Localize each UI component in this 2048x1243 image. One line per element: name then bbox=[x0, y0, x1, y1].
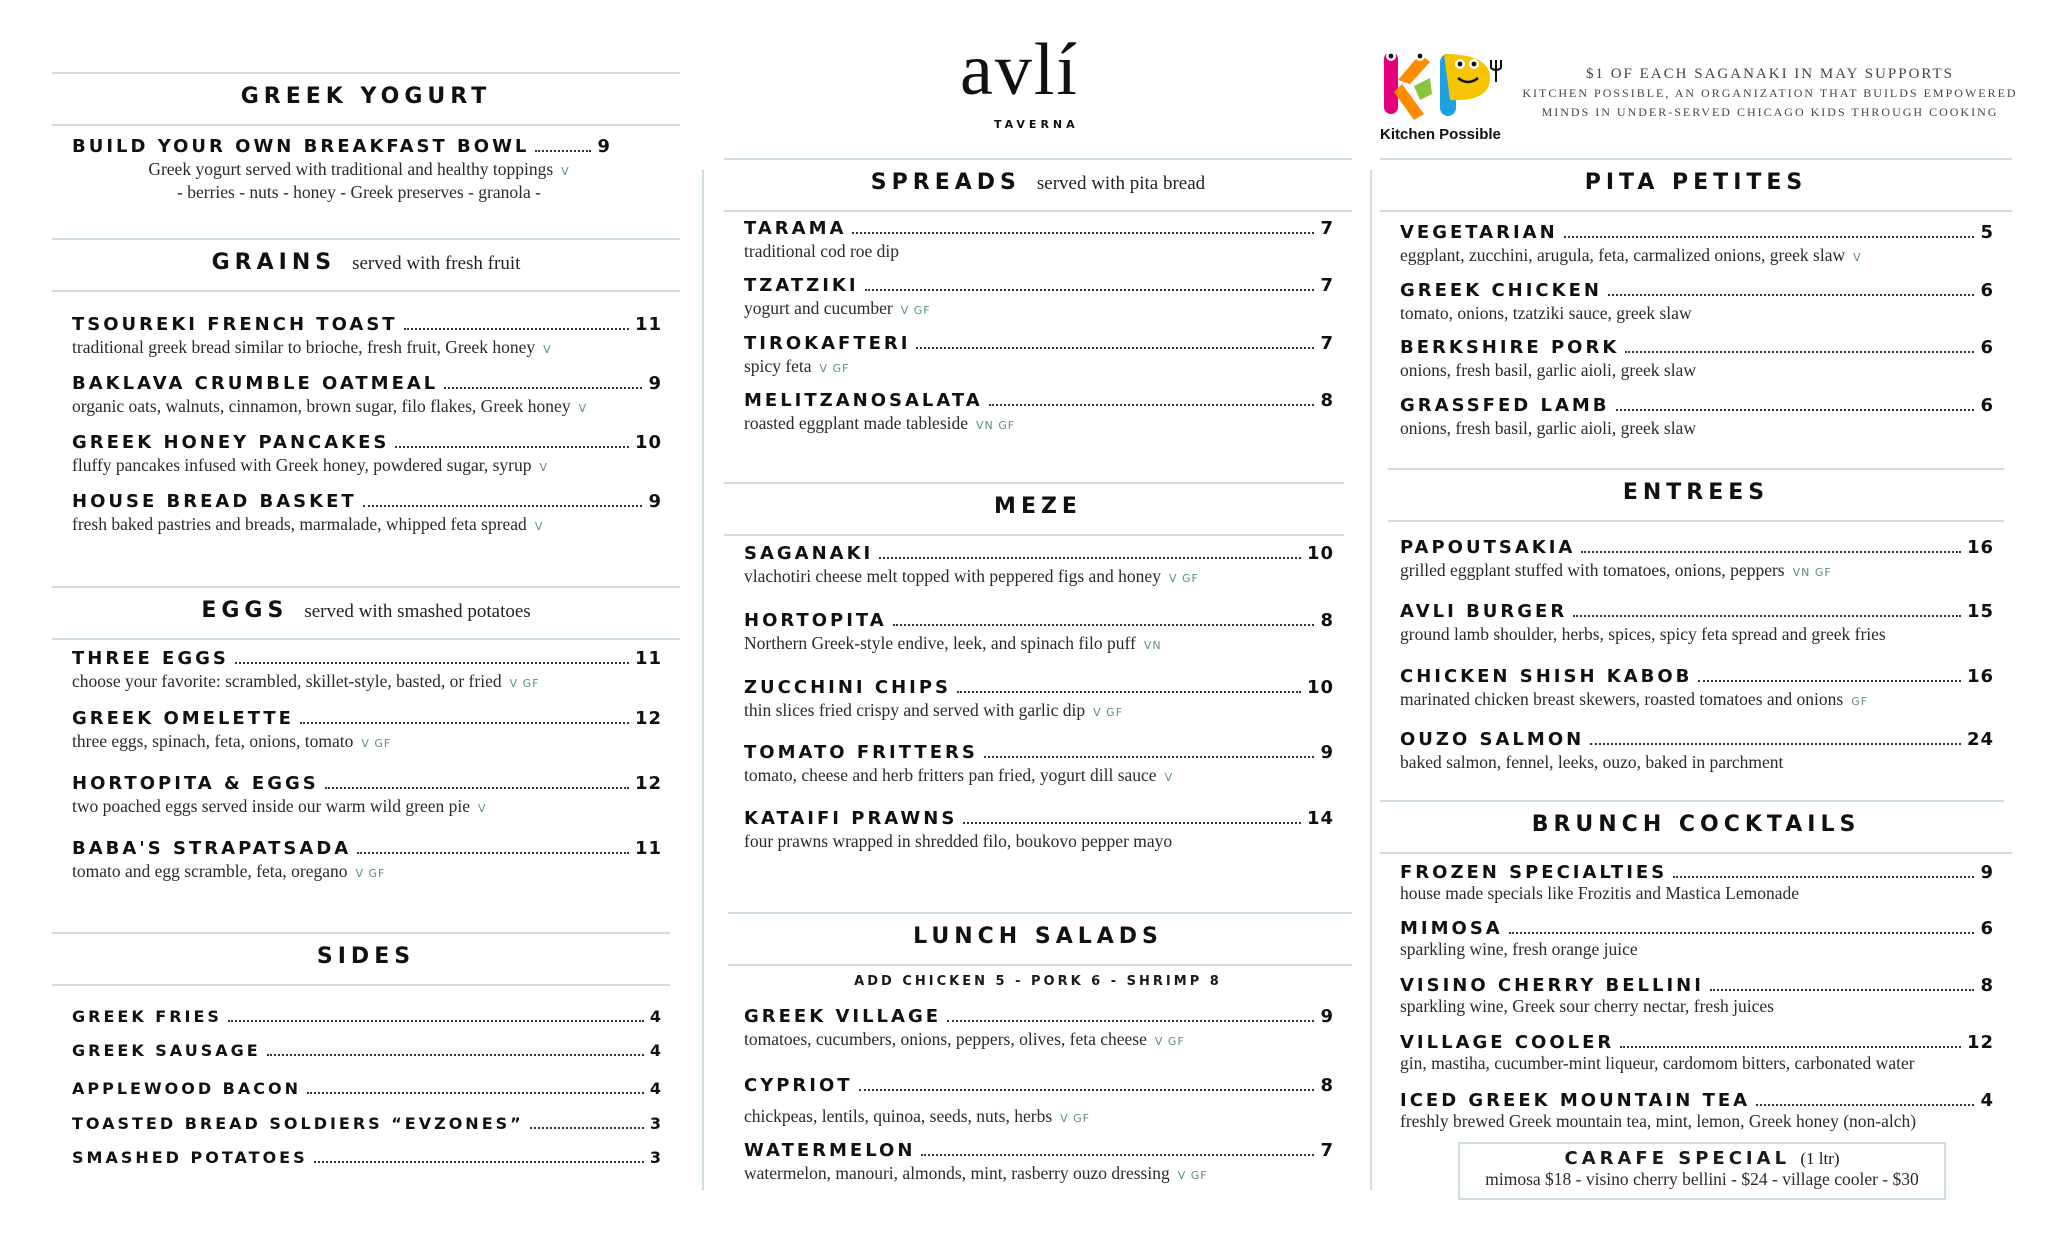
menu-item bbox=[72, 773, 662, 817]
item-price: 11 bbox=[634, 838, 662, 859]
menu-item bbox=[744, 742, 1334, 786]
item-description: organic oats, walnuts, cinnamon, brown sugar, filo flakes, Greek honey bbox=[72, 396, 571, 416]
item-name: VILLAGE COOLER bbox=[1400, 1032, 1615, 1053]
item-name: TOMATO FRITTERS bbox=[744, 742, 978, 763]
dietary-tag: VN GF bbox=[1792, 566, 1832, 579]
dietary-tag: V bbox=[1853, 251, 1862, 264]
kp-note-line-3: MINDS IN UNDER-SERVED CHICAGO KIDS THROUGH COOKING bbox=[1541, 105, 1999, 119]
section-title-sides bbox=[52, 944, 680, 969]
item-name: TARAMA bbox=[744, 218, 847, 239]
item-price: 4 bbox=[649, 1041, 662, 1060]
item-price: 8 bbox=[1980, 975, 1994, 996]
section-title-entrees bbox=[1380, 480, 2012, 505]
spreads-title: SPREADS bbox=[870, 170, 1021, 195]
menu-item bbox=[744, 390, 1334, 434]
item-name: BABA'S STRAPATSADA bbox=[72, 838, 352, 859]
menu-item bbox=[1400, 666, 1994, 710]
menu-item bbox=[72, 373, 662, 417]
section-title-lunch-salads bbox=[724, 924, 1352, 949]
item-price: 12 bbox=[634, 773, 662, 794]
item-description: onions, fresh basil, garlic aioli, greek slaw bbox=[1400, 360, 1696, 380]
menu-item bbox=[1400, 1090, 1994, 1132]
item-name: FROZEN SPECIALTIES bbox=[1400, 862, 1668, 883]
item-description: roasted eggplant made tableside bbox=[744, 413, 969, 433]
dietary-tag: V bbox=[478, 802, 487, 815]
item-price: 6 bbox=[1980, 337, 1994, 358]
dietary-tag: VN GF bbox=[976, 419, 1016, 432]
section-title-spreads bbox=[724, 170, 1352, 195]
section-title-greek-yogurt bbox=[52, 84, 680, 109]
item-description: ground lamb shoulder, herbs, spices, spicy feta spread and greek fries bbox=[1400, 624, 1886, 644]
item-name: GREEK CHICKEN bbox=[1400, 280, 1602, 301]
item-price: 11 bbox=[634, 314, 662, 335]
item-description: three eggs, spinach, feta, onions, tomato bbox=[72, 731, 354, 751]
lunch-salads-title: LUNCH SALADS bbox=[913, 924, 1163, 949]
item-name: MELITZANOSALATA bbox=[744, 390, 983, 411]
dietary-tag: V GF bbox=[509, 677, 540, 690]
menu-item bbox=[1400, 918, 1994, 960]
menu-item bbox=[72, 432, 662, 476]
item-description: fluffy pancakes infused with Greek honey, powdered sugar, syrup bbox=[72, 455, 532, 475]
item-description: chickpeas, lentils, quinoa, seeds, nuts, herbs bbox=[744, 1106, 1053, 1126]
item-name: GREEK OMELETTE bbox=[72, 708, 294, 729]
item-price: 6 bbox=[1980, 280, 1994, 301]
kitchen-possible-logo-icon bbox=[1380, 42, 1520, 124]
kp-note-line-2: KITCHEN POSSIBLE, AN ORGANIZATION THAT BUILDS EMPOWERED bbox=[1522, 86, 2018, 100]
item-price: 4 bbox=[649, 1079, 662, 1098]
item-name: TIROKAFTERI bbox=[744, 333, 911, 354]
menu-item bbox=[1400, 222, 1994, 266]
item-name: BUILD YOUR OWN BREAKFAST BOWL bbox=[72, 136, 530, 157]
section-title-grains bbox=[52, 250, 680, 275]
dietary-tag: V GF bbox=[1154, 1035, 1185, 1048]
column-divider bbox=[702, 170, 704, 1190]
item-price: 11 bbox=[634, 648, 662, 669]
item-price: 15 bbox=[1966, 601, 1994, 622]
grains-title: GRAINS bbox=[211, 250, 337, 275]
carafe-title: CARAFE SPECIAL bbox=[1564, 1148, 1791, 1169]
salad-add-protein-line: ADD CHICKEN 5 - PORK 6 - SHRIMP 8 bbox=[854, 974, 1222, 989]
item-description: house made specials like Frozitis and Mastica Lemonade bbox=[1400, 883, 1799, 903]
menu-item bbox=[744, 1075, 1334, 1127]
column-divider bbox=[1370, 170, 1372, 1190]
menu-item bbox=[1400, 729, 1994, 773]
item-description: sparkling wine, Greek sour cherry nectar, fresh juices bbox=[1400, 996, 1774, 1016]
item-price: 9 bbox=[1320, 1006, 1334, 1027]
item-price: 10 bbox=[634, 432, 662, 453]
dietary-tag: V GF bbox=[355, 867, 386, 880]
eggs-title: EGGS bbox=[201, 598, 289, 623]
menu-item bbox=[744, 677, 1334, 721]
item-price: 8 bbox=[1320, 610, 1334, 631]
item-name: SAGANAKI bbox=[744, 543, 874, 564]
item-description: sparkling wine, fresh orange juice bbox=[1400, 939, 1638, 959]
item-description: vlachotiri cheese melt topped with peppered figs and honey bbox=[744, 566, 1161, 586]
dietary-tag: V GF bbox=[361, 737, 392, 750]
dietary-tag: V GF bbox=[1177, 1169, 1208, 1182]
item-price: 7 bbox=[1320, 1140, 1334, 1161]
item-price: 7 bbox=[1320, 333, 1334, 354]
item-name: SMASHED POTATOES bbox=[72, 1148, 308, 1167]
meze-title: MEZE bbox=[994, 494, 1082, 519]
item-price: 4 bbox=[649, 1007, 662, 1026]
item-description: onions, fresh basil, garlic aioli, greek slaw bbox=[1400, 418, 1696, 438]
item-name: AVLI BURGER bbox=[1400, 601, 1568, 622]
item-name: GRASSFED LAMB bbox=[1400, 395, 1610, 416]
item-name: HORTOPITA & EGGS bbox=[72, 773, 319, 794]
menu-item bbox=[744, 808, 1334, 852]
section-title-pita-petites bbox=[1380, 170, 2012, 195]
item-description-toppings: - berries - nuts - honey - Greek preserves - granola - bbox=[177, 182, 541, 202]
item-description: eggplant, zucchini, arugula, feta, carmalized onions, greek slaw bbox=[1400, 245, 1846, 265]
item-price: 6 bbox=[1980, 395, 1994, 416]
item-name: OUZO SALMON bbox=[1400, 729, 1585, 750]
dietary-tag: V bbox=[578, 402, 588, 415]
kitchen-possible-label: Kitchen Possible bbox=[1380, 126, 1501, 143]
item-description: tomato and egg scramble, feta, oregano bbox=[72, 861, 348, 881]
dietary-tag: V bbox=[543, 343, 552, 356]
item-price: 9 bbox=[597, 136, 611, 157]
item-name: BAKLAVA CRUMBLE OATMEAL bbox=[72, 373, 439, 394]
menu-item bbox=[1400, 537, 1994, 581]
menu-item bbox=[1400, 280, 1994, 324]
item-price: 9 bbox=[1320, 742, 1334, 763]
eggs-subtitle: served with smashed potatoes bbox=[304, 601, 531, 622]
dietary-tag: V bbox=[561, 165, 570, 178]
menu-item bbox=[744, 333, 1334, 377]
item-price: 10 bbox=[1306, 677, 1334, 698]
item-name: GREEK VILLAGE bbox=[744, 1006, 942, 1027]
item-description: watermelon, manouri, almonds, mint, rasberry ouzo dressing bbox=[744, 1163, 1170, 1183]
item-name: VEGETARIAN bbox=[1400, 222, 1558, 243]
item-price: 16 bbox=[1966, 537, 1994, 558]
menu-item bbox=[1400, 601, 1994, 645]
dietary-tag: V GF bbox=[819, 362, 850, 375]
restaurant-logo: avlí bbox=[960, 29, 1079, 111]
kitchen-possible-note bbox=[1520, 65, 2020, 122]
item-description: gin, mastiha, cucumber-mint liqueur, cardomom bitters, carbonated water bbox=[1400, 1053, 1915, 1073]
dietary-tag: V GF bbox=[1060, 1112, 1091, 1125]
item-name: GREEK FRIES bbox=[72, 1007, 222, 1026]
menu-item bbox=[744, 610, 1334, 654]
menu-item bbox=[72, 1079, 662, 1098]
item-name: CYPRIOT bbox=[744, 1075, 853, 1096]
menu-item bbox=[1400, 975, 1994, 1017]
item-price: 9 bbox=[1980, 862, 1994, 883]
restaurant-logo-subtitle: TAVERNA bbox=[994, 118, 1079, 131]
menu-item bbox=[744, 1140, 1334, 1184]
leader-dots bbox=[535, 149, 591, 152]
item-description: tomato, onions, tzatziki sauce, greek slaw bbox=[1400, 303, 1692, 323]
section-title-eggs bbox=[52, 598, 680, 623]
carafe-size: (1 ltr) bbox=[1800, 1149, 1840, 1168]
menu-item bbox=[72, 491, 662, 535]
item-price: 7 bbox=[1320, 275, 1334, 296]
menu-item bbox=[72, 1041, 662, 1060]
item-description: choose your favorite: scrambled, skillet-style, basted, or fried bbox=[72, 671, 502, 691]
item-name: TZATZIKI bbox=[744, 275, 859, 296]
item-price: 7 bbox=[1320, 218, 1334, 239]
item-price: 9 bbox=[648, 373, 662, 394]
item-description: Greek yogurt served with traditional and healthy toppings bbox=[148, 159, 554, 179]
greek-yogurt-title: GREEK YOGURT bbox=[240, 84, 492, 109]
dietary-tag: V bbox=[1164, 771, 1174, 784]
menu-item bbox=[72, 708, 662, 752]
item-name: ZUCCHINI CHIPS bbox=[744, 677, 952, 698]
item-name: CHICKEN SHISH KABOB bbox=[1400, 666, 1693, 687]
menu-item-breakfast-bowl bbox=[72, 136, 662, 203]
item-name: MIMOSA bbox=[1400, 918, 1503, 939]
menu-item bbox=[744, 543, 1334, 587]
menu-item bbox=[1400, 395, 1994, 439]
item-price: 8 bbox=[1320, 1075, 1334, 1096]
item-price: 5 bbox=[1980, 222, 1994, 243]
item-price: 14 bbox=[1306, 808, 1334, 829]
item-name: HOUSE BREAD BASKET bbox=[72, 491, 357, 512]
item-price: 16 bbox=[1966, 666, 1994, 687]
menu-item bbox=[72, 1007, 662, 1026]
item-name: PAPOUTSAKIA bbox=[1400, 537, 1576, 558]
item-price: 12 bbox=[634, 708, 662, 729]
item-description: baked salmon, fennel, leeks, ouzo, baked in parchment bbox=[1400, 752, 1784, 772]
dietary-tag: VN bbox=[1143, 639, 1162, 652]
section-title-meze bbox=[724, 494, 1352, 519]
carafe-description: mimosa $18 - visino cherry bellini - $24 - village cooler - $30 bbox=[1485, 1169, 1919, 1189]
dietary-tag: V GF bbox=[1168, 572, 1199, 585]
menu-item bbox=[72, 648, 662, 692]
item-price: 8 bbox=[1320, 390, 1334, 411]
kp-note-line-1: $1 OF EACH SAGANAKI IN MAY SUPPORTS bbox=[1585, 66, 1955, 82]
item-name: KATAIFI PRAWNS bbox=[744, 808, 958, 829]
menu-item bbox=[72, 314, 662, 358]
item-name: BERKSHIRE PORK bbox=[1400, 337, 1620, 358]
menu-item bbox=[744, 275, 1334, 319]
item-price: 4 bbox=[1980, 1090, 1994, 1111]
item-name: TSOUREKI FRENCH TOAST bbox=[72, 314, 398, 335]
item-description: tomato, cheese and herb fritters pan fried, yogurt dill sauce bbox=[744, 765, 1157, 785]
item-description: thin slices fried crispy and served with garlic dip bbox=[744, 700, 1086, 720]
item-description: traditional cod roe dip bbox=[744, 241, 900, 261]
item-description: spicy feta bbox=[744, 356, 812, 376]
item-price: 12 bbox=[1966, 1032, 1994, 1053]
grains-subtitle: served with fresh fruit bbox=[352, 253, 521, 274]
item-description: yogurt and cucumber bbox=[744, 298, 893, 318]
dietary-tag: V GF bbox=[900, 304, 931, 317]
item-name: THREE EGGS bbox=[72, 648, 229, 669]
item-price: 3 bbox=[649, 1148, 662, 1167]
item-price: 10 bbox=[1306, 543, 1334, 564]
menu-item bbox=[1400, 862, 1994, 904]
pita-petites-title: PITA PETITES bbox=[1584, 170, 1808, 195]
item-description: Northern Greek-style endive, leek, and spinach filo puff bbox=[744, 633, 1136, 653]
item-description: grilled eggplant stuffed with tomatoes, onions, peppers bbox=[1400, 560, 1785, 580]
dietary-tag: V GF bbox=[1093, 706, 1124, 719]
item-name: ICED GREEK MOUNTAIN TEA bbox=[1400, 1090, 1751, 1111]
menu-item bbox=[72, 1148, 662, 1167]
item-name: TOASTED BREAD SOLDIERS “EVZONES” bbox=[72, 1114, 524, 1133]
item-name: HORTOPITA bbox=[744, 610, 887, 631]
item-name: GREEK SAUSAGE bbox=[72, 1041, 261, 1060]
brunch-cocktails-title: BRUNCH COCKTAILS bbox=[1531, 812, 1861, 837]
item-price: 6 bbox=[1980, 918, 1994, 939]
dietary-tag: GF bbox=[1851, 695, 1869, 708]
item-name: GREEK HONEY PANCAKES bbox=[72, 432, 390, 453]
item-description: traditional greek bread similar to brioche, fresh fruit, Greek honey bbox=[72, 337, 536, 357]
item-price: 24 bbox=[1966, 729, 1994, 750]
menu-item bbox=[72, 838, 662, 882]
item-description: freshly brewed Greek mountain tea, mint, lemon, Greek honey (non-alch) bbox=[1400, 1111, 1917, 1131]
menu-item bbox=[744, 218, 1334, 262]
item-price: 3 bbox=[649, 1114, 662, 1133]
entrees-title: ENTREES bbox=[1622, 480, 1770, 505]
menu-item bbox=[744, 1006, 1334, 1050]
sides-title: SIDES bbox=[316, 944, 416, 969]
spreads-subtitle: served with pita bread bbox=[1036, 173, 1206, 194]
kitchen-possible-logo bbox=[1380, 42, 1520, 124]
item-description: fresh baked pastries and breads, marmalade, whipped feta spread bbox=[72, 514, 527, 534]
item-description: tomatoes, cucumbers, onions, peppers, olives, feta cheese bbox=[744, 1029, 1147, 1049]
item-description: four prawns wrapped in shredded filo, boukovo pepper mayo bbox=[744, 831, 1173, 851]
menu-item bbox=[1400, 1032, 1994, 1074]
carafe-special-box bbox=[1458, 1142, 1946, 1200]
menu-item bbox=[1400, 337, 1994, 381]
item-name: WATERMELON bbox=[744, 1140, 916, 1161]
menu-item bbox=[72, 1114, 662, 1133]
item-name: APPLEWOOD BACON bbox=[72, 1079, 301, 1098]
item-description: marinated chicken breast skewers, roasted tomatoes and onions bbox=[1400, 689, 1844, 709]
dietary-tag: V bbox=[539, 461, 549, 474]
item-price: 9 bbox=[648, 491, 662, 512]
dietary-tag: V bbox=[534, 520, 544, 533]
item-name: VISINO CHERRY BELLINI bbox=[1400, 975, 1704, 996]
section-title-brunch-cocktails bbox=[1380, 812, 2012, 837]
item-description: two poached eggs served inside our warm wild green pie bbox=[72, 796, 471, 816]
